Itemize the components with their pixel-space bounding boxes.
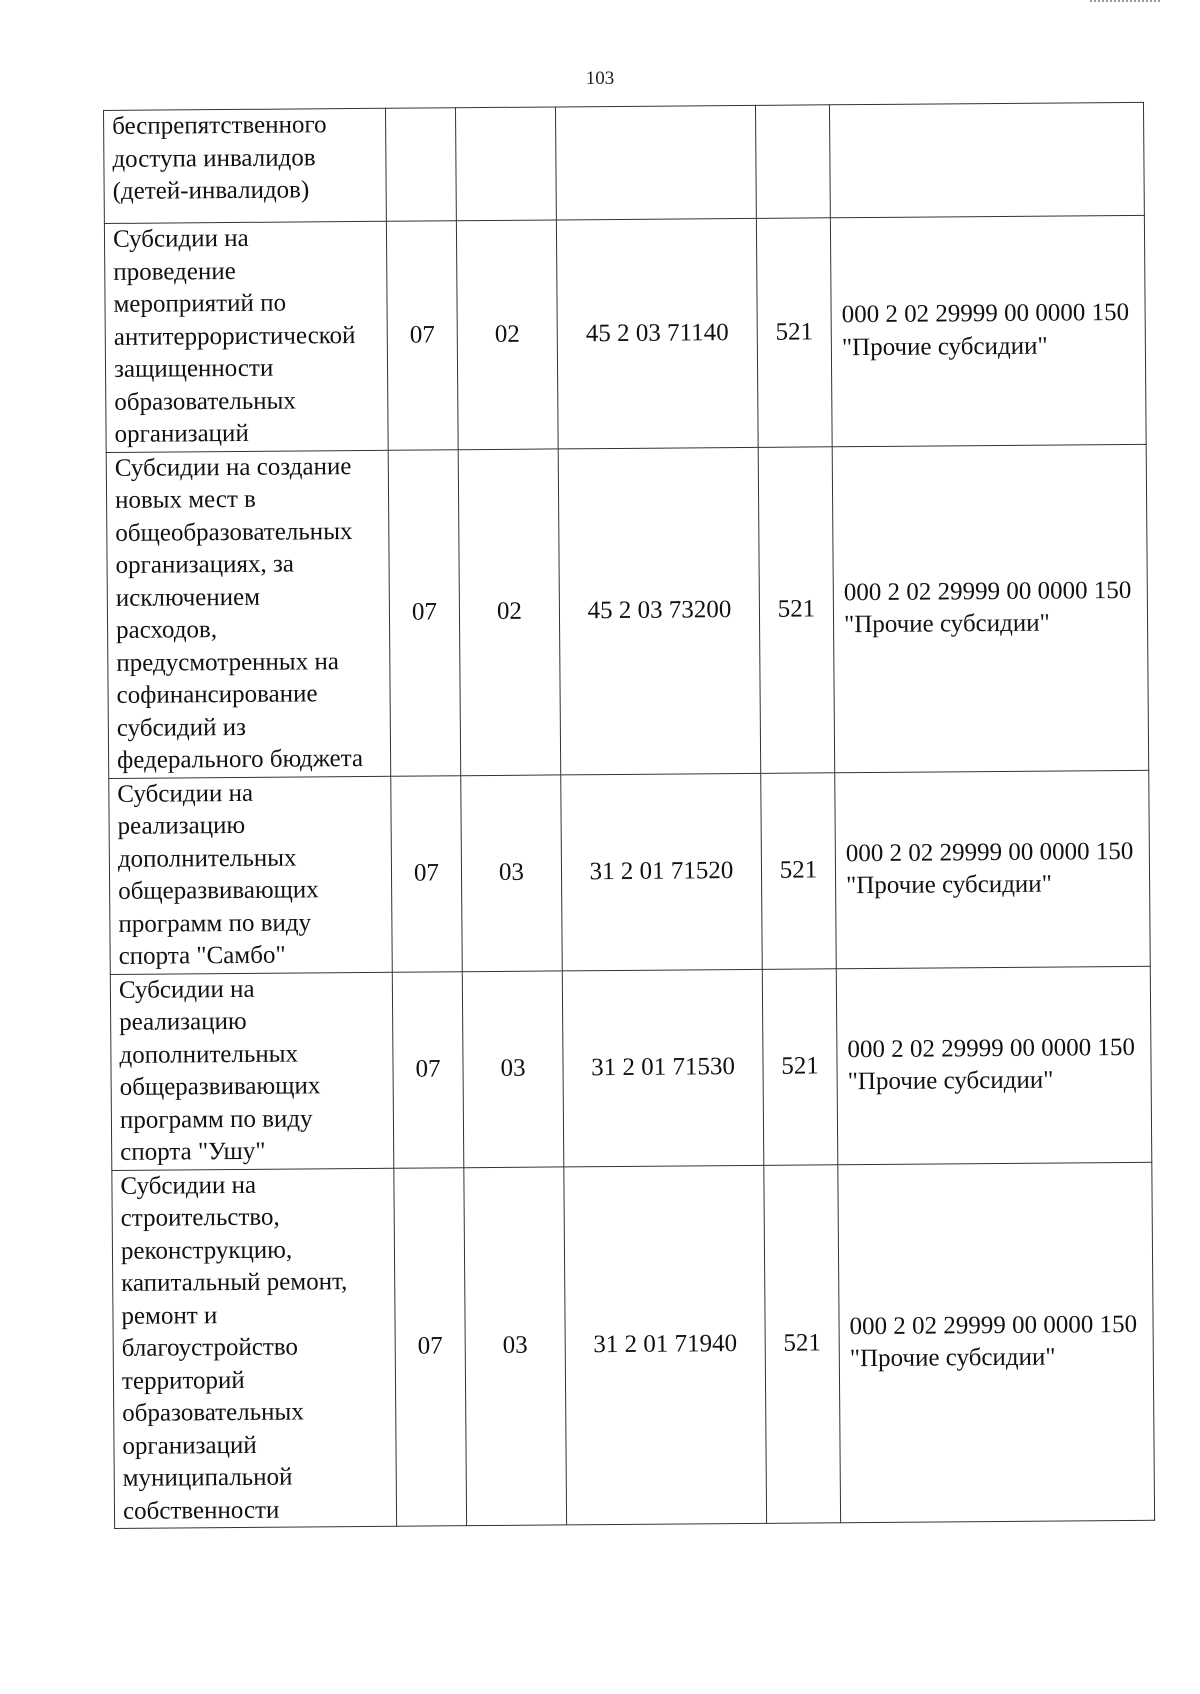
expense-type-cell: 521 xyxy=(756,218,832,447)
section-code-cell: 07 xyxy=(391,775,463,972)
table-row xyxy=(106,444,1149,778)
section-code-cell: 07 xyxy=(392,971,464,1168)
expense-type-cell: 521 xyxy=(762,968,838,1165)
target-article-cell: 45 2 03 73200 xyxy=(558,447,761,775)
target-article-cell: 45 2 03 71140 xyxy=(556,218,758,448)
target-article-cell: 31 2 01 71940 xyxy=(564,1165,767,1525)
subsection-code-cell: 03 xyxy=(464,1166,567,1525)
expense-type-cell xyxy=(755,105,830,219)
section-code-cell: 07 xyxy=(386,221,458,450)
subsidy-name-cell: Субсидии на проведение мероприятий по антитеррористической защищенности образовательных организаций xyxy=(104,221,388,452)
subsection-code-cell: 02 xyxy=(458,448,561,775)
table-row xyxy=(109,770,1151,974)
table-row xyxy=(112,1162,1155,1529)
revenue-source-cell: 000 2 02 29999 00 0000 150 "Прочие субсидии" xyxy=(835,770,1151,968)
target-article-cell: 31 2 01 71520 xyxy=(561,773,763,971)
table-row xyxy=(104,215,1146,452)
subsection-code-cell: 02 xyxy=(456,220,558,449)
revenue-source-cell: 000 2 02 29999 00 0000 150 "Прочие субсидии" xyxy=(836,966,1152,1164)
revenue-source-cell: 000 2 02 29999 00 0000 150 "Прочие субсидии" xyxy=(830,215,1146,446)
subsidy-name-cell: Субсидии на строительство, реконструкцию, капитальный ремонт, ремонт и благоустройство территорий образовательных организаций муниципальной собственности xyxy=(112,1168,397,1529)
table-row xyxy=(110,966,1152,1170)
table-row xyxy=(104,102,1145,223)
revenue-source-cell: 000 2 02 29999 00 0000 150 "Прочие субсидии" xyxy=(832,444,1149,772)
page-number: 103 xyxy=(585,68,615,89)
subsidy-name-cell: беспрепятственного доступа инвалидов (детей-инвалидов) xyxy=(104,108,387,223)
expense-type-cell: 521 xyxy=(761,772,837,969)
subsidy-name-cell: Субсидии на создание новых мест в общеобразовательных организациях, за исключением расходов, предусмотренных на софинансирование субсидий из федерального бюджета xyxy=(106,450,391,778)
subsection-code-cell xyxy=(455,107,556,221)
target-article-cell: 31 2 01 71530 xyxy=(562,969,764,1167)
scan-corner-mark xyxy=(1090,0,1160,6)
expense-type-cell: 521 xyxy=(758,446,835,773)
section-code-cell: 07 xyxy=(388,449,461,776)
expense-type-cell: 521 xyxy=(764,1164,841,1523)
section-code-cell: 07 xyxy=(394,1167,467,1526)
subsidy-name-cell: Субсидии на реализацию дополнительных общеразвивающих программ по виду спорта "Ушу" xyxy=(110,972,394,1170)
revenue-source-cell: 000 2 02 29999 00 0000 150 "Прочие субсидии" xyxy=(838,1162,1155,1523)
section-code-cell xyxy=(385,108,456,222)
subsidies-table xyxy=(103,102,1155,1529)
revenue-source-cell xyxy=(829,102,1144,217)
subsection-code-cell: 03 xyxy=(461,774,563,971)
target-article-cell xyxy=(555,105,756,220)
subsection-code-cell: 03 xyxy=(462,970,564,1167)
subsidy-name-cell: Субсидии на реализацию дополнительных общеразвивающих программ по виду спорта "Самбо" xyxy=(109,776,393,974)
